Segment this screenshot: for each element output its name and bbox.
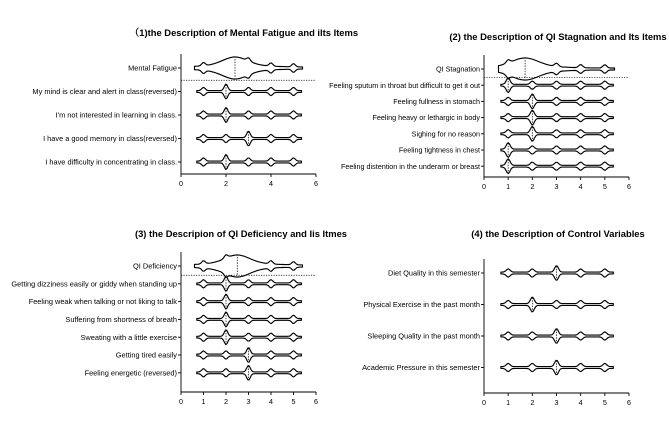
violin-shape xyxy=(501,143,613,158)
row-label: Feeling energetic (reversed) xyxy=(84,368,177,378)
violin-shape xyxy=(197,348,302,362)
panel-title: (2) the Description of QI Stagnation and Its Items xyxy=(449,31,667,42)
violin-shape xyxy=(501,329,613,343)
row-label: Sweating with a little exercise xyxy=(80,332,177,342)
row-label: Feeling weak when talking or not liking to talk xyxy=(28,297,177,307)
row-label: Physical Exercise in the past month xyxy=(363,300,480,310)
x-tick-label: 2 xyxy=(224,397,228,406)
panel-title: (3) the Descripion of QI Deficiency and Iis Itmes xyxy=(134,228,348,239)
violin-shape xyxy=(197,155,302,170)
violin-shape xyxy=(197,108,302,123)
row-label: Feeling distention in the underarm or breast xyxy=(340,161,480,171)
violin-shape xyxy=(195,255,303,277)
row-label: Getting tired easily xyxy=(115,350,177,360)
row-label: Feeling sputum in throat but difficult to get it out xyxy=(329,80,480,90)
x-tick-label: 3 xyxy=(246,397,251,406)
row-label: Sighing for no reason xyxy=(411,129,480,139)
row-label: Getting dizziness easily or giddy when standing up xyxy=(11,279,177,289)
violin-panel-2 xyxy=(329,31,667,191)
x-tick-label: 2 xyxy=(530,398,535,407)
x-tick-label: 1 xyxy=(506,182,511,191)
violin-panel-4 xyxy=(362,228,645,407)
violin-shape xyxy=(501,266,613,280)
violin-shape xyxy=(501,126,613,141)
x-tick-label: 0 xyxy=(482,398,486,407)
violin-panel-3 xyxy=(11,228,347,406)
violin-shape xyxy=(197,84,302,99)
violin-shape xyxy=(195,57,303,79)
x-tick-label: 1 xyxy=(506,398,511,407)
violin-shape xyxy=(501,94,613,109)
x-tick-label: 2 xyxy=(530,182,535,191)
row-label: QI Deficiency xyxy=(133,261,177,271)
x-tick-label: 4 xyxy=(269,397,273,406)
x-tick-label: 4 xyxy=(578,398,583,407)
x-tick-label: 5 xyxy=(602,182,607,191)
x-tick-label: 4 xyxy=(269,179,273,188)
x-tick-label: 6 xyxy=(314,179,318,188)
x-tick-label: 2 xyxy=(224,179,228,188)
x-tick-label: 5 xyxy=(602,398,607,407)
row-label: QI Stagnation xyxy=(436,64,480,74)
violin-shape xyxy=(197,330,302,345)
panel-title: (4) the Description of Control Variables xyxy=(471,228,645,239)
violin-panel-1 xyxy=(32,27,358,188)
x-tick-label: 6 xyxy=(627,182,631,191)
row-label: Sleeping Quality in the past month xyxy=(367,331,480,341)
violin-shape xyxy=(501,110,613,125)
row-label: I'm not interested in learning in class. xyxy=(55,110,177,120)
x-tick-label: 4 xyxy=(578,182,583,191)
row-label: I have a good memory in class(reversed) xyxy=(43,134,177,144)
x-tick-label: 5 xyxy=(291,397,296,406)
x-tick-label: 0 xyxy=(179,179,183,188)
x-tick-label: 1 xyxy=(201,397,206,406)
row-label: Suffering from shortness of breath xyxy=(65,315,177,324)
violin-shape xyxy=(197,131,302,145)
x-tick-label: 3 xyxy=(554,182,559,191)
violin-shape xyxy=(197,312,302,327)
violin-shape xyxy=(197,294,302,309)
violin-shape xyxy=(501,360,613,374)
row-label: Feeling heavy or lethargic in body xyxy=(372,113,480,123)
violin-shape xyxy=(197,276,302,291)
violin-shape xyxy=(501,159,613,174)
x-tick-label: 6 xyxy=(314,397,318,406)
x-tick-label: 0 xyxy=(179,397,183,406)
violin-shape xyxy=(501,78,613,93)
row-label: Feeling fullness in stomach xyxy=(393,97,480,106)
violin-shape xyxy=(501,297,613,312)
row-label: Feeling tightness in chest xyxy=(398,145,480,155)
x-tick-label: 0 xyxy=(482,182,486,191)
row-label: I have difficulty in concentrating in class. xyxy=(45,157,177,167)
row-label: Academic Pressure in this semester xyxy=(362,363,480,373)
x-tick-label: 3 xyxy=(554,398,559,407)
row-label: Mental Fatigue xyxy=(128,63,177,73)
row-label: Diet Quality in this semester xyxy=(387,268,480,278)
x-tick-label: 6 xyxy=(627,398,631,407)
row-label: My mind is clear and alert in class(reversed) xyxy=(32,87,177,97)
violin-shape xyxy=(499,58,615,80)
panel-title: （1)the Description of Mental Fatigue and ilts Items xyxy=(129,27,359,38)
violin-shape xyxy=(197,366,302,380)
